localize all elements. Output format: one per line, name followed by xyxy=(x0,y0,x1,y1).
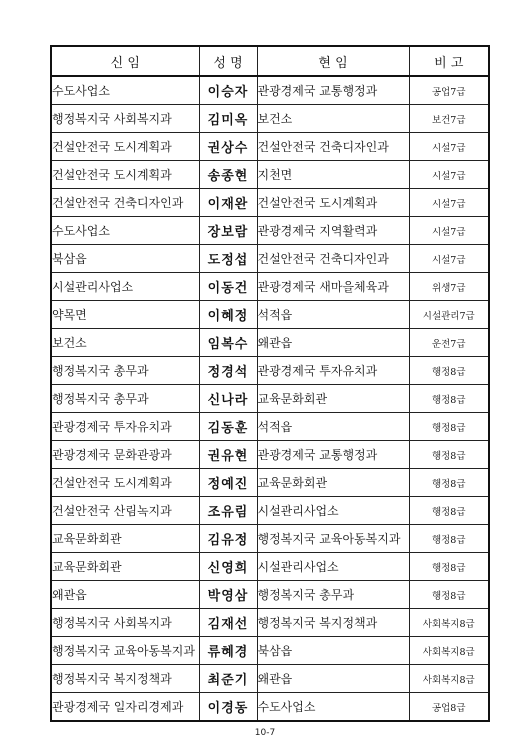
cell-name: 이동건 xyxy=(199,273,257,301)
cell-name: 이경동 xyxy=(199,693,257,722)
cell-name: 김재선 xyxy=(199,609,257,637)
table-row xyxy=(51,301,489,329)
cell-current-post: 왜관읍 xyxy=(257,329,409,357)
table-row xyxy=(51,385,489,413)
cell-name: 박영삼 xyxy=(199,581,257,609)
table-header-row xyxy=(51,46,489,76)
cell-name: 김유정 xyxy=(199,525,257,553)
cell-current-post: 북삼읍 xyxy=(257,637,409,665)
cell-current-post: 행정복지국 총무과 xyxy=(257,581,409,609)
cell-current-post: 관광경제국 교통행정과 xyxy=(257,76,409,105)
cell-current-post: 보건소 xyxy=(257,105,409,133)
cell-current-post: 석적읍 xyxy=(257,301,409,329)
cell-name: 조유림 xyxy=(199,497,257,525)
cell-current-post: 행정복지국 복지정책과 xyxy=(257,609,409,637)
cell-new-post: 행정복지국 총무과 xyxy=(51,357,199,385)
cell-name: 도정섭 xyxy=(199,245,257,273)
cell-new-post: 건설안전국 도시계획과 xyxy=(51,133,199,161)
cell-new-post: 수도사업소 xyxy=(51,217,199,245)
cell-new-post: 북삼읍 xyxy=(51,245,199,273)
cell-name: 이재완 xyxy=(199,189,257,217)
cell-current-post: 건설안전국 건축디자인과 xyxy=(257,133,409,161)
cell-name: 류혜경 xyxy=(199,637,257,665)
cell-name: 최준기 xyxy=(199,665,257,693)
cell-name: 권유현 xyxy=(199,441,257,469)
cell-current-post: 관광경제국 새마을체육과 xyxy=(257,273,409,301)
cell-new-post: 보건소 xyxy=(51,329,199,357)
table-row xyxy=(51,245,489,273)
cell-name: 송종현 xyxy=(199,161,257,189)
page-number: 10-7 xyxy=(254,728,276,738)
cell-note: 시설7급 xyxy=(409,217,489,245)
table-row xyxy=(51,525,489,553)
cell-note: 사회복지8급 xyxy=(409,665,489,693)
cell-note: 시설7급 xyxy=(409,133,489,161)
cell-note: 행정8급 xyxy=(409,469,489,497)
cell-current-post: 수도사업소 xyxy=(257,693,409,722)
cell-current-post: 교육문화회관 xyxy=(257,469,409,497)
cell-name: 정예진 xyxy=(199,469,257,497)
table-row xyxy=(51,76,489,105)
cell-new-post: 건설안전국 건축디자인과 xyxy=(51,189,199,217)
cell-note: 행정8급 xyxy=(409,525,489,553)
header-new-post: 신 임 xyxy=(51,46,199,76)
cell-note: 시설관리7급 xyxy=(409,301,489,329)
cell-name: 신나라 xyxy=(199,385,257,413)
cell-name: 정경석 xyxy=(199,357,257,385)
cell-name: 권상수 xyxy=(199,133,257,161)
cell-note: 시설7급 xyxy=(409,245,489,273)
table-row xyxy=(51,105,489,133)
cell-new-post: 행정복지국 총무과 xyxy=(51,385,199,413)
cell-note: 보건7급 xyxy=(409,105,489,133)
cell-note: 운전7급 xyxy=(409,329,489,357)
cell-note: 행정8급 xyxy=(409,497,489,525)
cell-note: 행정8급 xyxy=(409,413,489,441)
cell-current-post: 지천면 xyxy=(257,161,409,189)
personnel-roster-table xyxy=(50,45,490,722)
table-row xyxy=(51,553,489,581)
cell-note: 시설7급 xyxy=(409,189,489,217)
cell-current-post: 건설안전국 도시계획과 xyxy=(257,189,409,217)
cell-current-post: 석적읍 xyxy=(257,413,409,441)
cell-name: 김미옥 xyxy=(199,105,257,133)
cell-current-post: 시설관리사업소 xyxy=(257,553,409,581)
cell-new-post: 행정복지국 교육아동복지과 xyxy=(51,637,199,665)
cell-current-post: 관광경제국 투자유치과 xyxy=(257,357,409,385)
cell-new-post: 교육문화회관 xyxy=(51,525,199,553)
table-row xyxy=(51,413,489,441)
cell-note: 행정8급 xyxy=(409,385,489,413)
table-row xyxy=(51,609,489,637)
cell-current-post: 교육문화회관 xyxy=(257,385,409,413)
cell-note: 사회복지8급 xyxy=(409,637,489,665)
table-row xyxy=(51,273,489,301)
table-row xyxy=(51,497,489,525)
table-row xyxy=(51,133,489,161)
table-row xyxy=(51,693,489,722)
cell-name: 신영희 xyxy=(199,553,257,581)
cell-new-post: 시설관리사업소 xyxy=(51,273,199,301)
table-row xyxy=(51,161,489,189)
header-note: 비 고 xyxy=(409,46,489,76)
cell-note: 위생7급 xyxy=(409,273,489,301)
table-row xyxy=(51,469,489,497)
cell-new-post: 관광경제국 문화관광과 xyxy=(51,441,199,469)
header-current-post: 현 임 xyxy=(257,46,409,76)
cell-new-post: 건설안전국 도시계획과 xyxy=(51,161,199,189)
cell-current-post: 행정복지국 교육아동복지과 xyxy=(257,525,409,553)
cell-new-post: 건설안전국 산림녹지과 xyxy=(51,497,199,525)
cell-new-post: 건설안전국 도시계획과 xyxy=(51,469,199,497)
cell-new-post: 교육문화회관 xyxy=(51,553,199,581)
cell-note: 사회복지8급 xyxy=(409,609,489,637)
table-row xyxy=(51,189,489,217)
cell-note: 시설7급 xyxy=(409,161,489,189)
cell-note: 행정8급 xyxy=(409,553,489,581)
cell-current-post: 관광경제국 교통행정과 xyxy=(257,441,409,469)
cell-current-post: 시설관리사업소 xyxy=(257,497,409,525)
cell-note: 공업8급 xyxy=(409,693,489,722)
table-row xyxy=(51,357,489,385)
cell-current-post: 관광경제국 지역활력과 xyxy=(257,217,409,245)
cell-new-post: 관광경제국 투자유치과 xyxy=(51,413,199,441)
cell-new-post: 행정복지국 사회복지과 xyxy=(51,105,199,133)
cell-name: 임복수 xyxy=(199,329,257,357)
cell-new-post: 관광경제국 일자리경제과 xyxy=(51,693,199,722)
cell-note: 공업7급 xyxy=(409,76,489,105)
cell-name: 이승자 xyxy=(199,76,257,105)
cell-name: 장보람 xyxy=(199,217,257,245)
cell-name: 김동훈 xyxy=(199,413,257,441)
table-row xyxy=(51,581,489,609)
cell-new-post: 행정복지국 복지정책과 xyxy=(51,665,199,693)
cell-current-post: 왜관읍 xyxy=(257,665,409,693)
cell-current-post: 건설안전국 건축디자인과 xyxy=(257,245,409,273)
table-row xyxy=(51,329,489,357)
header-name: 성 명 xyxy=(199,46,257,76)
cell-new-post: 왜관읍 xyxy=(51,581,199,609)
cell-note: 행정8급 xyxy=(409,581,489,609)
cell-name: 이혜정 xyxy=(199,301,257,329)
cell-note: 행정8급 xyxy=(409,441,489,469)
cell-new-post: 약목면 xyxy=(51,301,199,329)
table-row xyxy=(51,637,489,665)
cell-new-post: 행정복지국 사회복지과 xyxy=(51,609,199,637)
cell-new-post: 수도사업소 xyxy=(51,76,199,105)
cell-note: 행정8급 xyxy=(409,357,489,385)
table-body xyxy=(51,76,489,721)
table-row xyxy=(51,441,489,469)
table-row xyxy=(51,665,489,693)
table-row xyxy=(51,217,489,245)
